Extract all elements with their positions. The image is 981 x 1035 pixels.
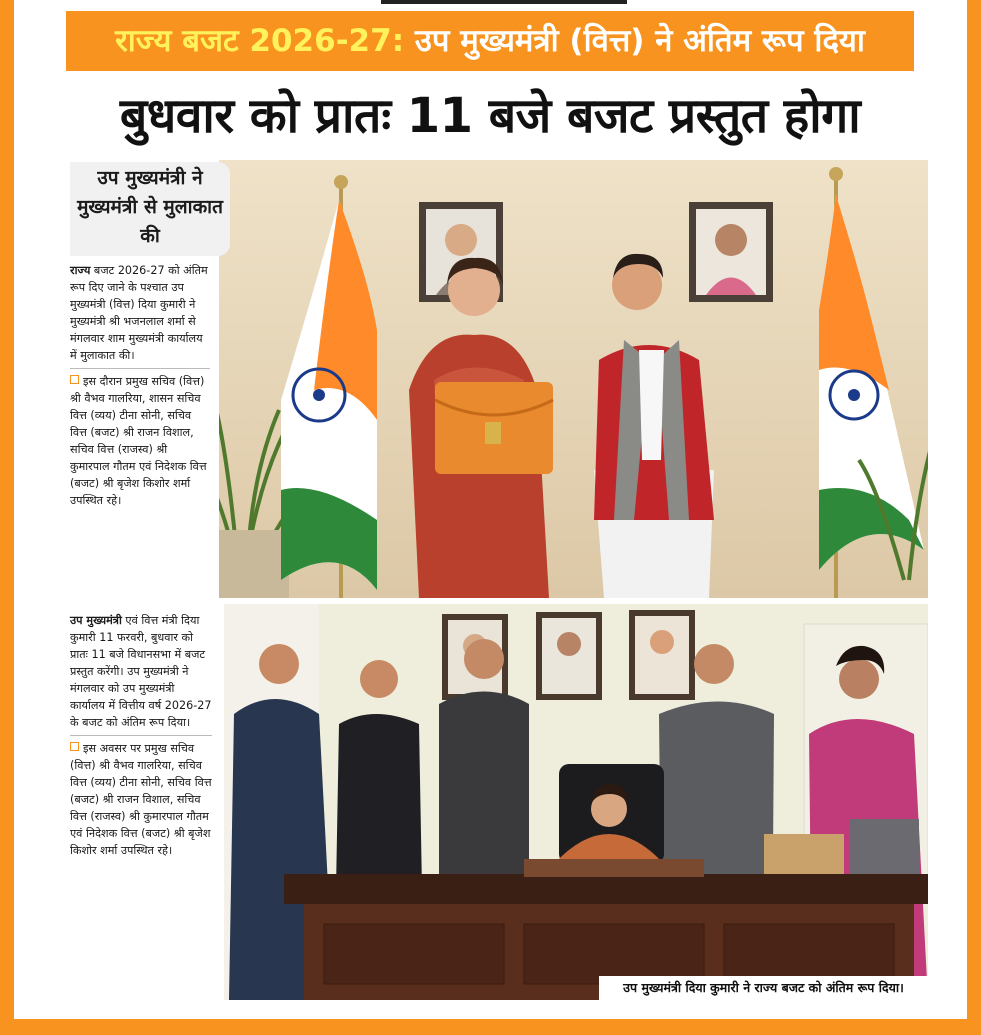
story1-divider (70, 368, 210, 369)
story2-divider (70, 735, 212, 736)
story1-lead (70, 262, 210, 364)
story2-para2: इस अवसर पर प्रमुख सचिव (वित्त) श्री वैभव गालरिया, सचिव वित्त (व्यय) टीना सोनी, सचिव वित्त (बजट) श्री राजन विशाल, सचिव वित्त (राजस्व) श्री कुमारपाल गौतम एवं निदेशक वित्त (बजट) श्री बृजेश किशोर शर्मा उपस्थित रहे। (70, 742, 212, 857)
story2-lead (70, 612, 212, 731)
bullet-square-icon (70, 742, 79, 751)
photo-budget-finalisation (224, 604, 928, 1000)
story1-subhead: उप मुख्यमंत्री ने मुख्यमंत्री से मुलाकात की (70, 162, 230, 256)
headline: बुधवार को प्रातः 11 बजे बजट प्रस्तुत होगा (119, 88, 861, 144)
story1-lead-text: बजट 2026-27 को अंतिम रूप दिए जाने के पश्चात उप मुख्यमंत्री (वित्त) दिया कुमारी ने मुख्यमंत्री श्री भजनलाल शर्मा से मंगलवार शाम मुख्यमंत्री कार्यालय में मुलाकात की। (70, 264, 208, 362)
story2-column (70, 612, 212, 1002)
kicker-highlight: राज्य बजट 2026-27: (115, 23, 405, 59)
story2-lead-bold: उप मुख्यमंत्री (70, 614, 122, 627)
story1-para2-wrap (70, 373, 210, 509)
story1-para2: इस दौरान प्रमुख सचिव (वित्त) श्री वैभव गालरिया, शासन सचिव वित्त (व्यय) टीना सोनी, सचिव वित्त (बजट) श्री राजन विशाल, सचिव वित्त (राजस्व) श्री कुमारपाल गौतम एवं निदेशक वित्त (बजट) श्री बृजेश किशोर शर्मा उपस्थित रहे। (70, 375, 207, 507)
photo-caption: उप मुख्यमंत्री दिया कुमारी ने राज्य बजट को अंतिम रूप दिया। (599, 976, 928, 1000)
story1-column (70, 262, 210, 592)
kicker-banner (66, 11, 914, 71)
story2-lead-text: एवं वित्त मंत्री दिया कुमारी 11 फरवरी, बुधवार को प्रातः 11 बजे विधानसभा में बजट प्रस्तुत करेंगी। उप मुख्यमंत्री ने मंगलवार को उप मुख्यमंत्री कार्यालय में वित्तीय वर्ष 2026-27 के बजट को अंतिम रूप दिया। (70, 614, 212, 729)
kicker-text: उप मुख्यमंत्री (वित्त) ने अंतिम रूप दिया (404, 23, 865, 59)
story1-lead-bold: राज्य (70, 264, 91, 277)
photo-budget-handover (219, 160, 928, 598)
bullet-square-icon (70, 375, 79, 384)
story2-para2-wrap (70, 740, 212, 859)
top-rule (381, 0, 627, 4)
